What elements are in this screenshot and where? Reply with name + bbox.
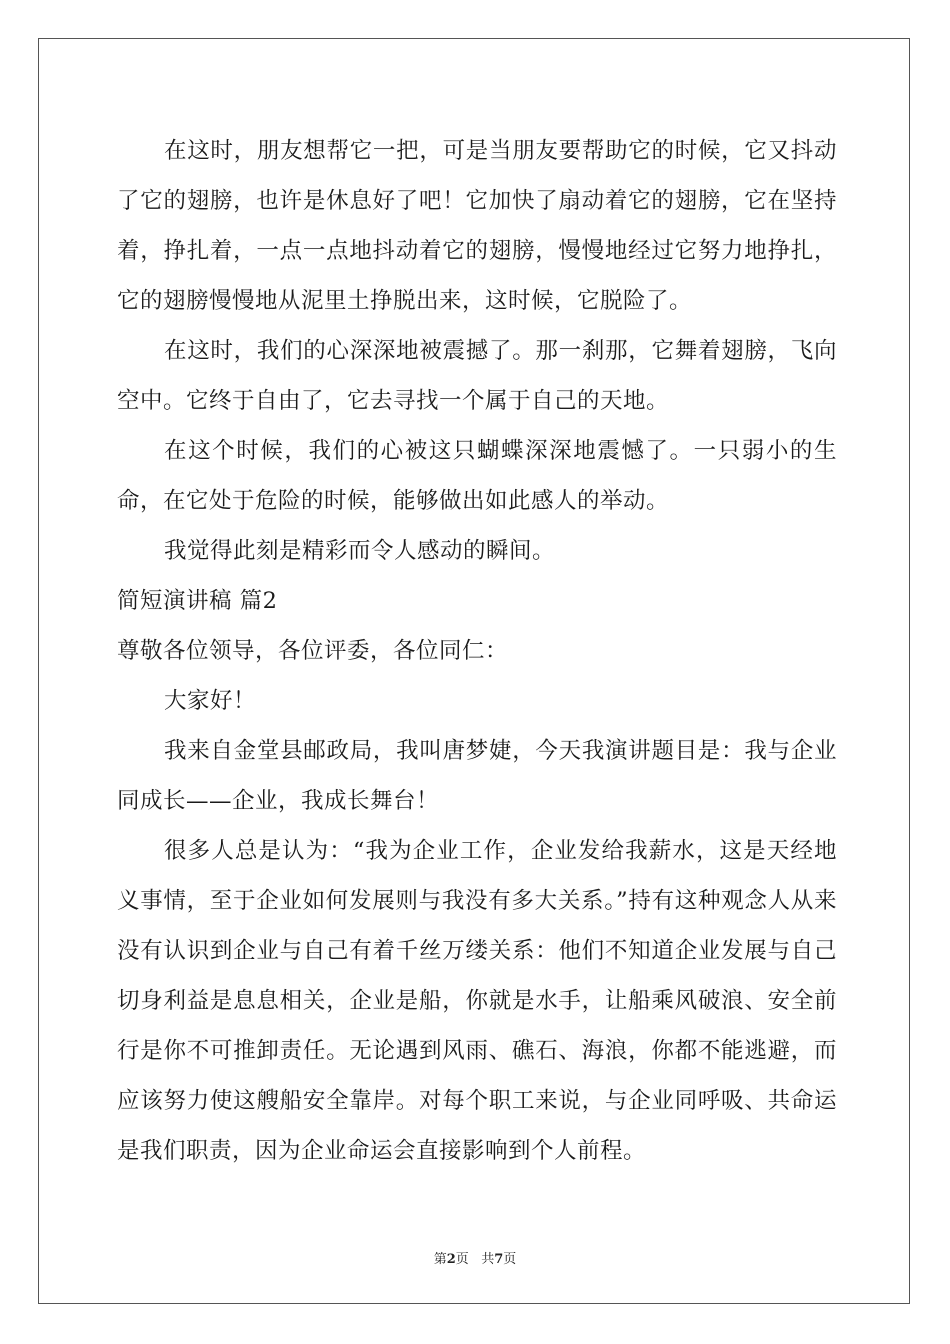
page-footer bbox=[0, 1248, 950, 1267]
total-suffix: 页 bbox=[503, 1252, 517, 1267]
page-suffix: 页 bbox=[455, 1252, 469, 1267]
paragraph-1: 在这时，朋友想帮它一把，可是当朋友要帮助它的时候，它又抖动了它的翅膀，也许是休息好了吧！它加快了扇动着它的翅膀，它在坚持着，挣扎着，一点一点地抖动着它的翅膀，慢慢地经过它努力地挣扎，它的翅膀慢慢地从泥里土挣脱出来，这时候，它脱险了。 bbox=[117, 138, 837, 314]
greeting: 大家好！ bbox=[164, 688, 257, 714]
page-total: 7 bbox=[494, 1252, 504, 1267]
salutation: 尊敬各位领导，各位评委，各位同仁： bbox=[117, 638, 509, 664]
page-prefix: 第 bbox=[433, 1252, 447, 1267]
total-prefix: 共 bbox=[481, 1252, 495, 1267]
paragraph-4: 我觉得此刻是精彩而令人感动的瞬间。 bbox=[164, 538, 556, 564]
paragraph-3: 在这个时候，我们的心被这只蝴蝶深深地震憾了。一只弱小的生命，在它处于危险的时候，能够做出如此感人的举动。 bbox=[117, 438, 837, 514]
page-current: 2 bbox=[446, 1252, 456, 1267]
document-body bbox=[117, 126, 837, 1176]
paragraph-2: 在这时，我们的心深深地被震撼了。那一刹那，它舞着翅膀，飞向空中。它终于自由了，它去寻找一个属于自己的天地。 bbox=[117, 338, 837, 414]
section-heading: 简短演讲稿 篇2 bbox=[117, 588, 278, 614]
paragraph-body: 很多人总是认为：“我为企业工作，企业发给我薪水，这是天经地义事情，至于企业如何发展则与我没有多大关系。”持有这种观念人从来没有认识到企业与自己有着千丝万缕关系：他们不知道企业发展与自己切身利益是息息相关，企业是船，你就是水手，让船乘风破浪、安全前行是你不可推卸责任。无论遇到风雨、礁石、海浪，你都不能逃避，而应该努力使这艘船安全靠岸。对每个职工来说，与企业同呼吸、共命运是我们职责，因为企业命运会直接影响到个人前程。 bbox=[117, 838, 837, 1164]
paragraph-intro: 我来自金堂县邮政局，我叫唐梦婕，今天我演讲题目是：我与企业同成长——企业，我成长舞台！ bbox=[117, 738, 837, 814]
